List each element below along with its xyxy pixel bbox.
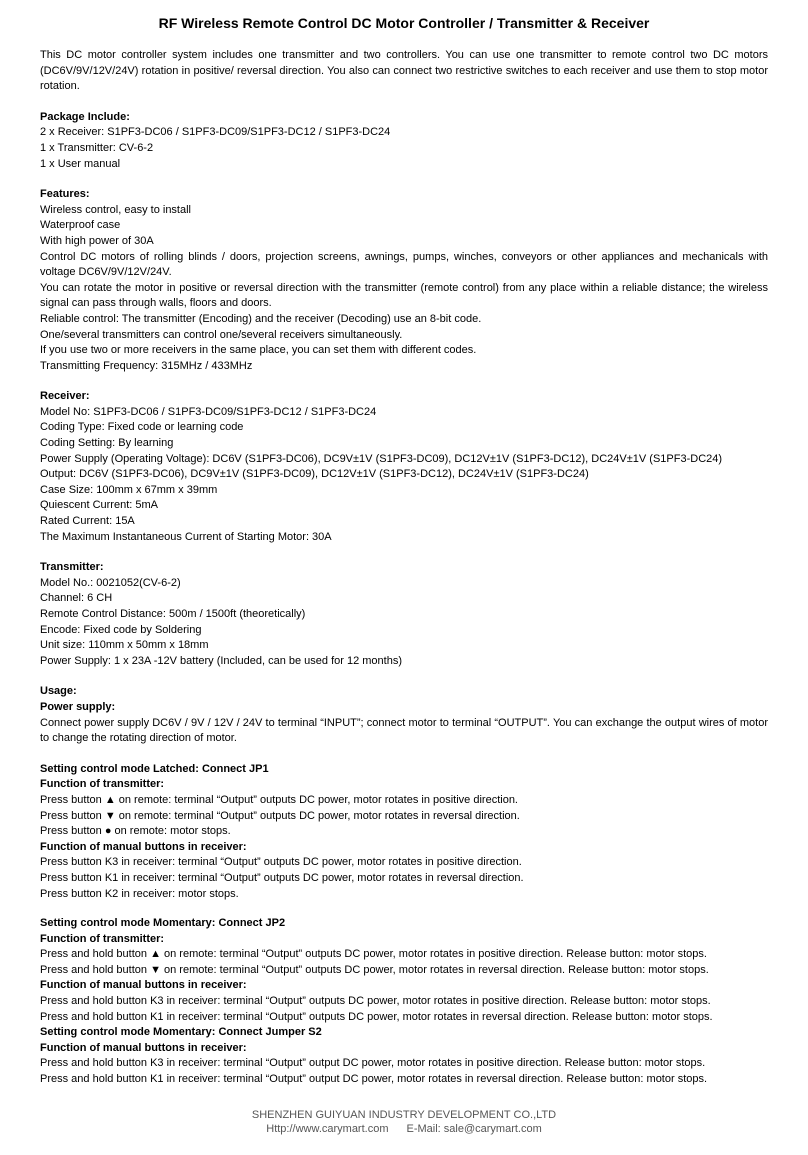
transmitter-spec: Model No.: 0021052(CV-6-2)	[40, 576, 181, 589]
momentary-heading: Setting control mode Momentary: Connect JP2	[40, 917, 286, 930]
latched-section	[40, 762, 768, 902]
power-supply-text: Connect power supply DC6V / 9V / 12V / 24V to terminal “INPUT”; connect motor to terminal “OUTPUT”. You can exchange the output wires of motor to change the rotating direction of motor.	[40, 716, 768, 745]
latched-transmitter-item: Press button ▲ on remote: terminal “Output” outputs DC power, motor rotates in positive direction.	[40, 793, 518, 806]
usage-section	[40, 684, 768, 746]
receiver-spec: Rated Current: 15A	[40, 515, 135, 528]
feature-item: Waterproof case	[40, 219, 121, 232]
document-page	[40, 0, 768, 1088]
momentary-s2-heading: Setting control mode Momentary: Connect Jumper S2	[40, 1026, 322, 1039]
receiver-spec: Output: DC6V (S1PF3-DC06), DC9V±1V (S1PF3-DC09), DC12V±1V (S1PF3-DC12), DC24V±1V (S1PF3-DC24)	[40, 468, 589, 481]
feature-item: One/several transmitters can control one/several receivers simultaneously.	[40, 328, 403, 341]
transmitter-spec: Unit size: 110mm x 50mm x 18mm	[40, 639, 209, 652]
transmitter-spec: Encode: Fixed code by Soldering	[40, 623, 202, 636]
momentary-transmitter-heading: Function of transmitter:	[40, 932, 165, 945]
latched-transmitter-heading: Function of transmitter:	[40, 778, 165, 791]
latched-receiver-heading: Function of manual buttons in receiver:	[40, 840, 247, 853]
receiver-spec: Coding Type: Fixed code or learning code	[40, 421, 244, 434]
receiver-spec: Quiescent Current: 5mA	[40, 499, 158, 512]
usage-heading: Usage:	[40, 685, 77, 698]
momentary-receiver-heading: Function of manual buttons in receiver:	[40, 979, 247, 992]
package-item: 1 x Transmitter: CV-6-2	[40, 141, 154, 154]
transmitter-spec: Channel: 6 CH	[40, 592, 113, 605]
feature-item: Reliable control: The transmitter (Encoding) and the receiver (Decoding) use an 8-bit code.	[40, 312, 482, 325]
receiver-spec: The Maximum Instantaneous Current of Starting Motor: 30A	[40, 530, 332, 543]
footer-company: SHENZHEN GUIYUAN INDUSTRY DEVELOPMENT CO.,LTD	[251, 1109, 557, 1121]
footer-email[interactable]: E-Mail: sale@carymart.com	[406, 1123, 542, 1135]
intro-paragraph: This DC motor controller system includes one transmitter and two controllers. You can use one transmitter to remote control two DC motors (DC6V/9V/12V/24V) rotation in positive/ reversal direction. You also can connect two restrictive switches to each receiver and use them to stop motor rotation.	[40, 49, 768, 93]
package-section	[40, 110, 768, 172]
receiver-heading: Receiver:	[40, 390, 90, 403]
receiver-spec: Power Supply (Operating Voltage): DC6V (S1PF3-DC06), DC9V±1V (S1PF3-DC09), DC12V±1V (S1PF3-DC12), DC24V±1V (S1PF3-DC24)	[40, 452, 723, 465]
power-supply-heading: Power supply:	[40, 700, 116, 713]
latched-receiver-item: Press button K3 in receiver: terminal “Output” outputs DC power, motor rotates in positive direction.	[40, 856, 522, 869]
package-item: 1 x User manual	[40, 157, 121, 170]
receiver-spec: Model No: S1PF3-DC06 / S1PF3-DC09/S1PF3-DC12 / S1PF3-DC24	[40, 405, 377, 418]
transmitter-heading: Transmitter:	[40, 561, 104, 574]
feature-item: With high power of 30A	[40, 234, 154, 247]
transmitter-section	[40, 560, 768, 669]
features-section	[40, 187, 768, 374]
momentary-s2-receiver-item: Press and hold button K3 in receiver: terminal “Output” output DC power, motor rotates in positive direction. Release button: motor stops.	[40, 1057, 706, 1070]
latched-transmitter-item: Press button ● on remote: motor stops.	[40, 825, 231, 838]
feature-item: Transmitting Frequency: 315MHz / 433MHz	[40, 359, 253, 372]
feature-item: Control DC motors of rolling blinds / doors, projection screens, awnings, pumps, winches, conveyors or other appliances and mechanicals with voltage DC6V/9V/12V/24V.	[40, 250, 768, 279]
feature-item: You can rotate the motor in positive or reversal direction with the transmitter (remote control) from any place within a reliable distance; the wireless signal can pass through walls, floors and doors.	[40, 281, 768, 310]
momentary-transmitter-item: Press and hold button ▼ on remote: terminal “Output” outputs DC power, motor rotates in reversal direction. Release button: motor stops.	[40, 963, 709, 976]
package-item: 2 x Receiver: S1PF3-DC06 / S1PF3-DC09/S1PF3-DC12 / S1PF3-DC24	[40, 126, 391, 139]
receiver-section	[40, 389, 768, 545]
transmitter-spec: Power Supply: 1 x 23A -12V battery (Included, can be used for 12 months)	[40, 654, 402, 667]
transmitter-spec: Remote Control Distance: 500m / 1500ft (theoretically)	[40, 608, 306, 620]
momentary-receiver-item: Press and hold button K3 in receiver: terminal “Output” outputs DC power, motor rotates in positive direction. Release button: motor stops.	[40, 995, 711, 1008]
receiver-spec: Case Size: 100mm x 67mm x 39mm	[40, 483, 218, 496]
momentary-s2-receiver-heading: Function of manual buttons in receiver:	[40, 1041, 247, 1054]
feature-item: Wireless control, easy to install	[40, 203, 191, 216]
receiver-spec: Coding Setting: By learning	[40, 437, 174, 450]
footer-contact	[0, 1122, 808, 1136]
latched-receiver-item: Press button K1 in receiver: terminal “Output” outputs DC power, motor rotates in reversal direction.	[40, 871, 524, 884]
momentary-s2-receiver-item: Press and hold button K1 in receiver: terminal “Output” output DC power, motor rotates in reversal direction. Release button: motor stops.	[40, 1073, 708, 1086]
feature-item: If you use two or more receivers in the same place, you can set them with different codes.	[40, 344, 477, 357]
features-heading: Features:	[40, 188, 90, 201]
momentary-receiver-item: Press and hold button K1 in receiver: terminal “Output” outputs DC power, motor rotates in reversal direction. Release button: motor stops.	[40, 1010, 713, 1023]
latched-heading: Setting control mode Latched: Connect JP1	[40, 762, 269, 775]
latched-transmitter-item: Press button ▼ on remote: terminal “Output” outputs DC power, motor rotates in reversal direction.	[40, 809, 520, 822]
page-footer	[0, 1108, 808, 1136]
latched-receiver-item: Press button K2 in receiver: motor stops.	[40, 887, 239, 900]
momentary-section	[40, 916, 768, 1088]
package-heading: Package Include:	[40, 110, 130, 123]
footer-website[interactable]: Http://www.carymart.com	[266, 1123, 389, 1135]
document-title: RF Wireless Remote Control DC Motor Controller / Transmitter & Receiver	[158, 15, 650, 31]
momentary-transmitter-item: Press and hold button ▲ on remote: terminal “Output” outputs DC power, motor rotates in positive direction. Release button: motor stops.	[40, 948, 707, 961]
